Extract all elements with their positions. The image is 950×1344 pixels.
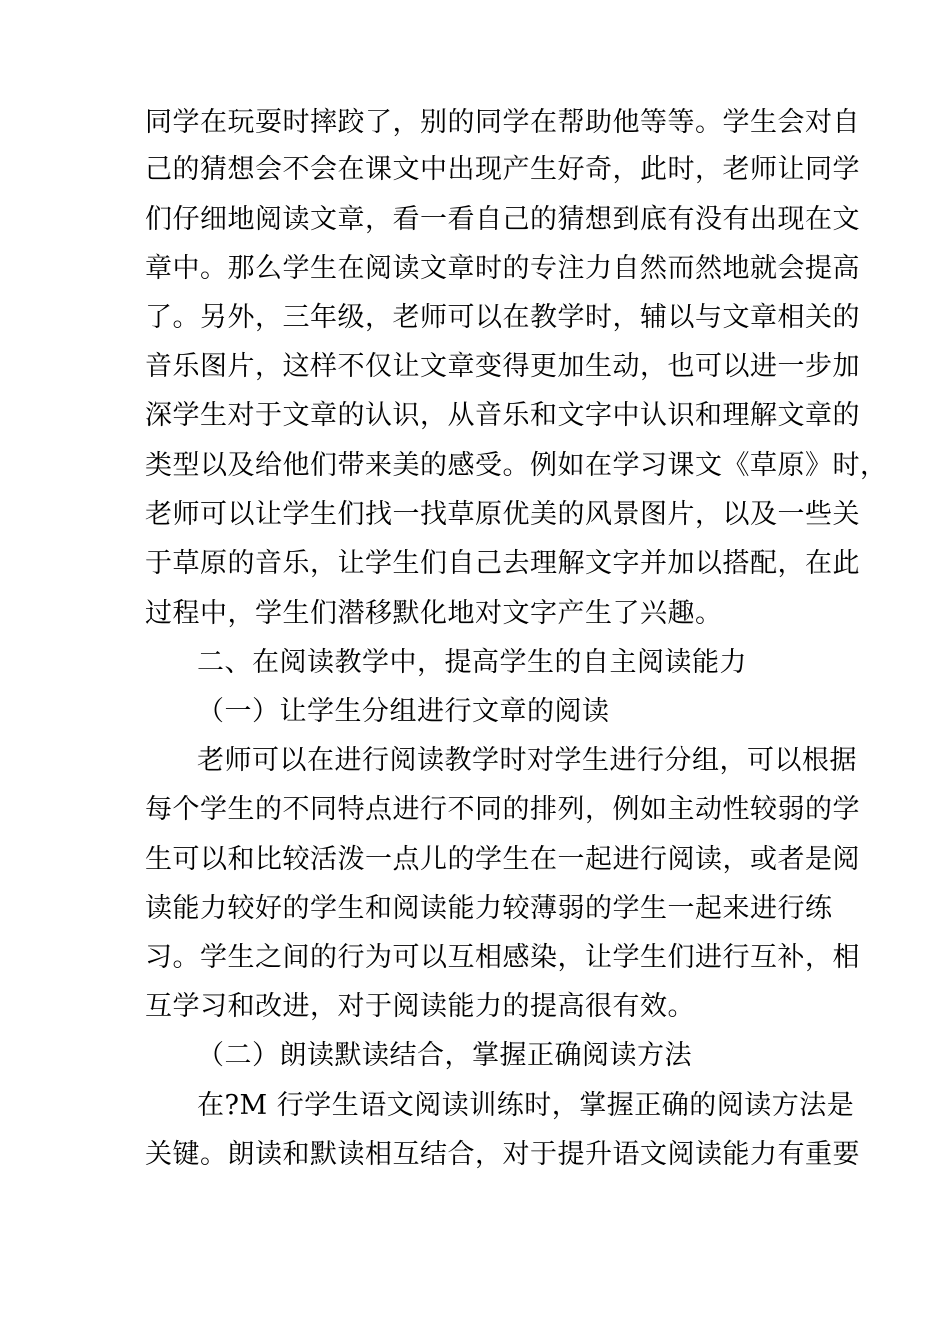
subsection-heading: （一）让学生分组进行文章的阅读 — [197, 696, 610, 727]
text-line: 深学生对于文章的认识，从音乐和文字中认识和理解文章的 — [145, 400, 860, 431]
text-line: 章中。那么学生在阅读文章时的专注力自然而然地就会提高 — [145, 253, 860, 284]
text-line: 习。学生之间的行为可以互相感染，让学生们进行互补，相 — [145, 942, 860, 973]
text-line: 过程中，学生们潜移默化地对文字产生了兴趣。 — [145, 598, 723, 629]
text-line: 了。另外，三年级，老师可以在教学时，辅以与文章相关的 — [145, 302, 860, 333]
text-line: 读能力较好的学生和阅读能力较薄弱的学生一起来进行练 — [145, 893, 833, 924]
section-heading: 二、在阅读教学中，提高学生的自主阅读能力 — [197, 647, 747, 678]
text-line: 己的猜想会不会在课文中出现产生好奇，此时，老师让同学 — [145, 154, 860, 185]
text-line: 音乐图片，这样不仅让文章变得更加生动，也可以进一步加 — [145, 351, 860, 382]
text-line: 类型以及给他们带来美的感受。例如在学习课文《草原》时， — [145, 450, 888, 481]
subsection-heading: （二）朗读默读结合，掌握正确阅读方法 — [197, 1040, 692, 1071]
text-line: 关键。朗读和默读相互结合，对于提升语文阅读能力有重要 — [145, 1139, 860, 1170]
text-line: 老师可以在进行阅读教学时对学生进行分组，可以根据 — [197, 745, 857, 776]
text-line: 生可以和比较活泼一点儿的学生在一起进行阅读，或者是阅 — [145, 844, 860, 875]
text-line: 于草原的音乐，让学生们自己去理解文字并加以搭配，在此 — [145, 548, 860, 579]
text-line: 在?M 行学生语文阅读训练时，掌握正确的阅读方法是 — [197, 1090, 855, 1121]
text-line: 同学在玩耍时摔跤了，别的同学在帮助他等等。学生会对自 — [145, 107, 860, 138]
text-line: 互学习和改进，对于阅读能力的提高很有效。 — [145, 991, 695, 1022]
text-line: 每个学生的不同特点进行不同的排列，例如主动性较弱的学 — [145, 794, 860, 825]
text-line: 老师可以让学生们找一找草原优美的风景图片，以及一些关 — [145, 499, 860, 530]
text-line: 们仔细地阅读文章，看一看自己的猜想到底有没有出现在文 — [145, 204, 860, 235]
